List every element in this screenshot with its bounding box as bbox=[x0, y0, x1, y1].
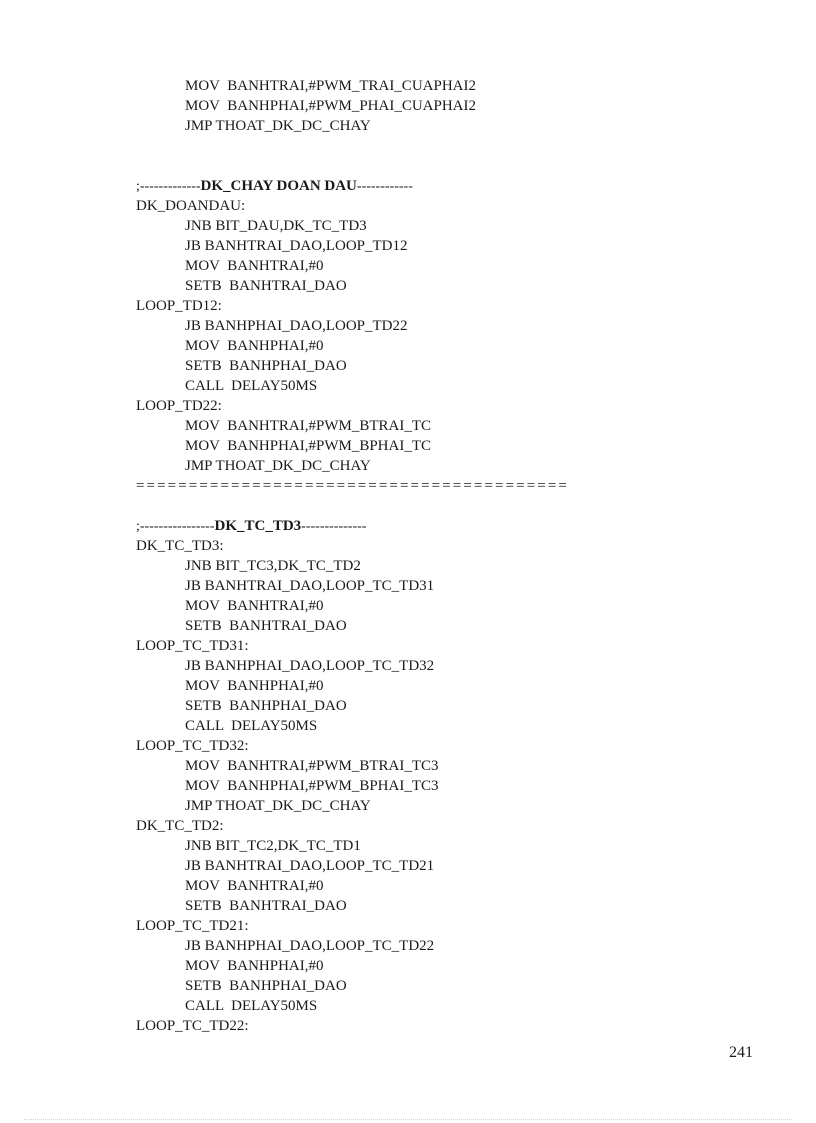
code-line: MOV BANHPHAI,#0 bbox=[185, 338, 324, 354]
code-block-doan-dau bbox=[136, 196, 756, 476]
code-line: SETB BANHPHAI_DAO bbox=[185, 978, 347, 994]
code-line: SETB BANHTRAI_DAO bbox=[185, 898, 347, 914]
code-line: SETB BANHPHAI_DAO bbox=[185, 358, 347, 374]
code-label: LOOP_TC_TD32: bbox=[136, 738, 249, 754]
code-line: JNB BIT_DAU,DK_TC_TD3 bbox=[185, 218, 367, 234]
code-line: MOV BANHTRAI,#PWM_BTRAI_TC bbox=[185, 418, 431, 434]
code-line: CALL DELAY50MS bbox=[185, 998, 318, 1014]
code-listing bbox=[136, 76, 756, 1036]
code-line: CALL DELAY50MS bbox=[185, 718, 318, 734]
code-label: LOOP_TD12: bbox=[136, 298, 222, 314]
section-title: DK_TC_TD3 bbox=[214, 518, 302, 534]
code-line: JB BANHTRAI_DAO,LOOP_TC_TD21 bbox=[185, 858, 435, 874]
code-label: LOOP_TC_TD21: bbox=[136, 918, 249, 934]
code-line: MOV BANHPHAI,#PWM_BPHAI_TC bbox=[185, 438, 431, 454]
code-block-tc-td3 bbox=[136, 536, 756, 1036]
code-line: MOV BANHTRAI,#PWM_TRAI_CUAPHAI2 bbox=[185, 78, 476, 94]
section-comment-doan-dau bbox=[136, 176, 756, 196]
code-line: JB BANHTRAI_DAO,LOOP_TD12 bbox=[185, 238, 408, 254]
code-line: JMP THOAT_DK_DC_CHAY bbox=[185, 458, 371, 474]
comment-prefix: ;------------- bbox=[136, 179, 201, 194]
code-line: JNB BIT_TC3,DK_TC_TD2 bbox=[185, 558, 361, 574]
section-comment-tc-td3 bbox=[136, 516, 756, 536]
code-line: JB BANHPHAI_DAO,LOOP_TC_TD32 bbox=[185, 658, 435, 674]
code-line: MOV BANHTRAI,#0 bbox=[185, 878, 324, 894]
code-line: SETB BANHTRAI_DAO bbox=[185, 278, 347, 294]
code-label: DK_DOANDAU: bbox=[136, 198, 246, 214]
code-line: MOV BANHTRAI,#0 bbox=[185, 598, 324, 614]
separator-line: ========================================= bbox=[136, 478, 569, 494]
code-line: MOV BANHPHAI,#PWM_PHAI_CUAPHAI2 bbox=[185, 98, 476, 114]
page-bottom-rule bbox=[24, 1119, 792, 1120]
code-line: JB BANHTRAI_DAO,LOOP_TC_TD31 bbox=[185, 578, 435, 594]
comment-suffix: ------------ bbox=[356, 179, 413, 194]
spacer bbox=[136, 496, 756, 516]
code-label: LOOP_TC_TD22: bbox=[136, 1018, 249, 1034]
code-line: JB BANHPHAI_DAO,LOOP_TC_TD22 bbox=[185, 938, 435, 954]
code-line: MOV BANHTRAI,#PWM_BTRAI_TC3 bbox=[185, 758, 439, 774]
code-line: MOV BANHTRAI,#0 bbox=[185, 258, 324, 274]
spacer bbox=[136, 136, 756, 176]
code-line: JMP THOAT_DK_DC_CHAY bbox=[185, 118, 371, 134]
code-line: SETB BANHPHAI_DAO bbox=[185, 698, 347, 714]
code-line: SETB BANHTRAI_DAO bbox=[185, 618, 347, 634]
section-title: DK_CHAY DOAN DAU bbox=[200, 178, 357, 194]
code-line: JNB BIT_TC2,DK_TC_TD1 bbox=[185, 838, 361, 854]
code-label: LOOP_TD22: bbox=[136, 398, 222, 414]
code-label: LOOP_TC_TD31: bbox=[136, 638, 249, 654]
code-line: JMP THOAT_DK_DC_CHAY bbox=[185, 798, 371, 814]
code-line: JB BANHPHAI_DAO,LOOP_TD22 bbox=[185, 318, 408, 334]
code-line: MOV BANHPHAI,#0 bbox=[185, 958, 324, 974]
code-label: DK_TC_TD3: bbox=[136, 538, 224, 554]
code-line: MOV BANHPHAI,#0 bbox=[185, 678, 324, 694]
code-label: DK_TC_TD2: bbox=[136, 818, 224, 834]
comment-prefix: ;---------------- bbox=[136, 519, 215, 534]
code-line: MOV BANHPHAI,#PWM_BPHAI_TC3 bbox=[185, 778, 439, 794]
page-number: 241 bbox=[729, 1044, 753, 1061]
code-line: CALL DELAY50MS bbox=[185, 378, 318, 394]
comment-suffix: -------------- bbox=[301, 519, 367, 534]
